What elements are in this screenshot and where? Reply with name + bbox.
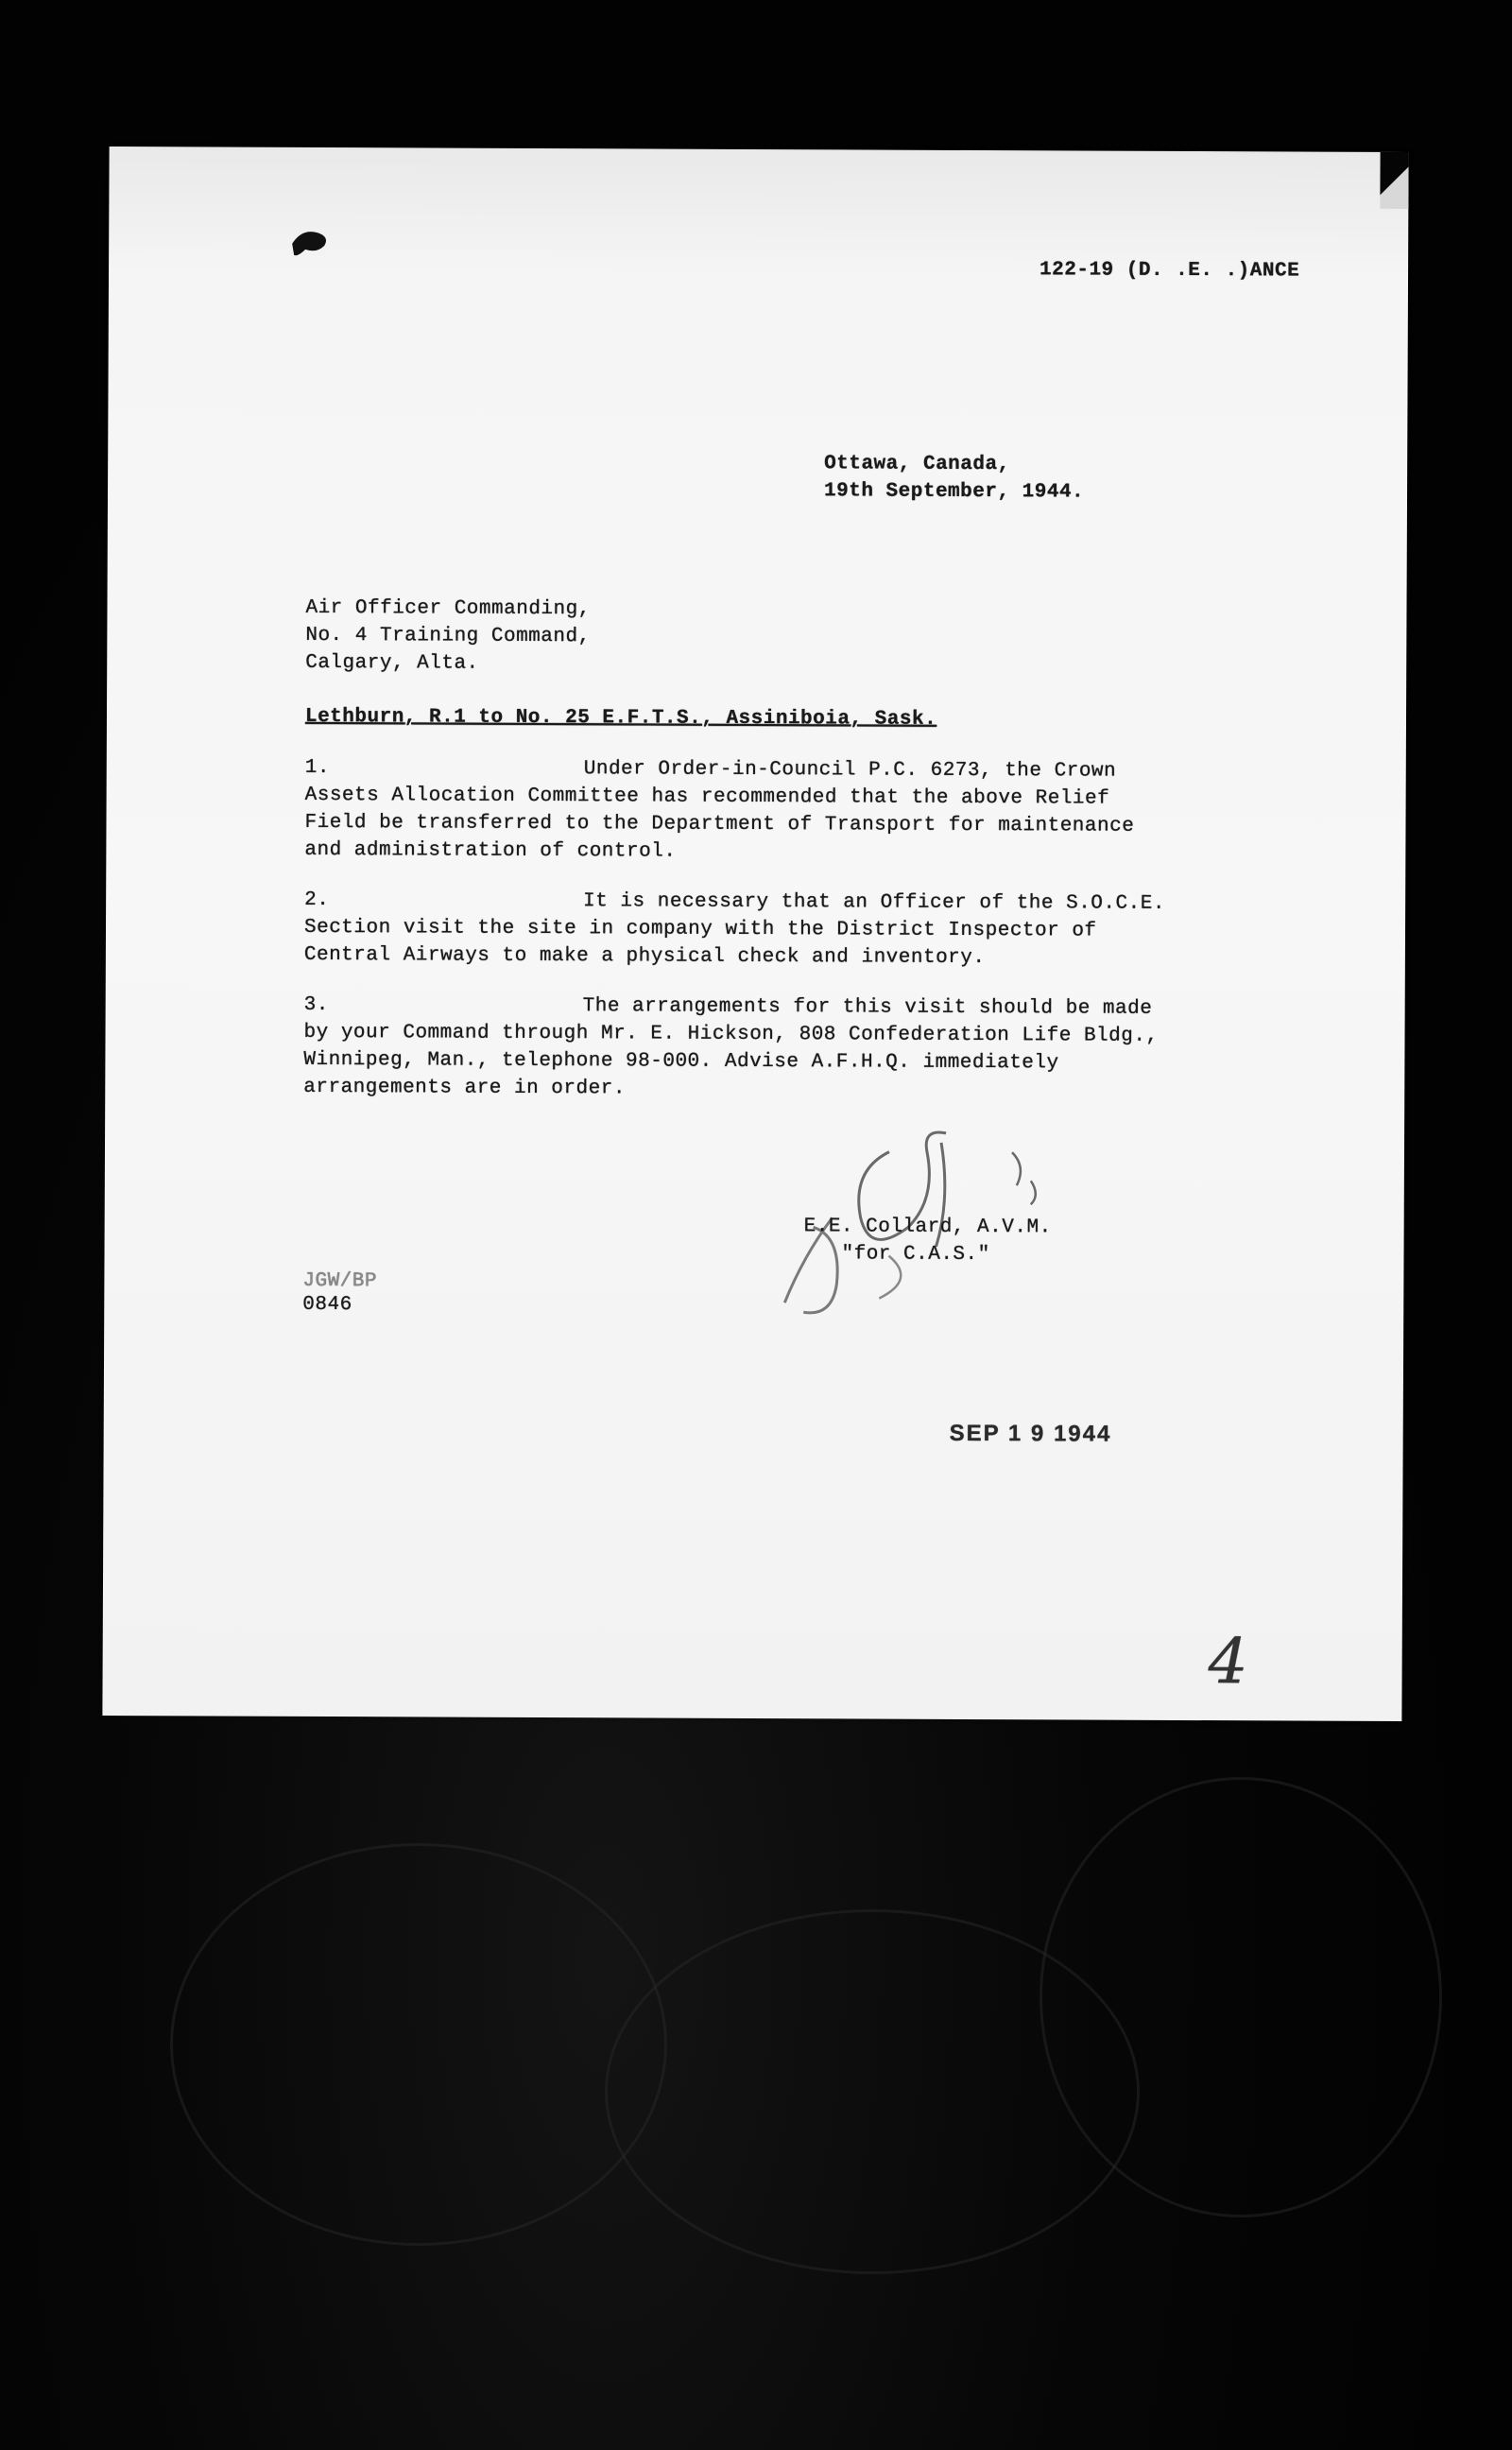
paragraph-line: Section visit the site in company with the District Inspector of bbox=[303, 916, 1097, 942]
paragraph-number: 2. bbox=[304, 889, 330, 912]
handwritten-page-number: 4 bbox=[1208, 1625, 1249, 1699]
subject-line: Lethburn, R.1 to No. 25 E.F.T.S., Assiniboia, Sask. bbox=[304, 705, 937, 731]
paragraph-line: Under Order-in-Council P.C. 6273, the Crown bbox=[583, 758, 1117, 783]
paragraph-line: Central Airways to make a physical check and inventory. bbox=[303, 943, 986, 970]
letter-page bbox=[102, 147, 1408, 1721]
addressee-line: Calgary, Alta. bbox=[305, 651, 479, 675]
file-reference: 122-19 (D. .E. .)ANCE bbox=[1040, 259, 1300, 283]
paragraph-line: Assets Allocation Committee has recommended that the above Relief bbox=[304, 784, 1110, 810]
paragraph-line: by your Command through Mr. E. Hickson, 808 Confederation Life Bldg., bbox=[303, 1021, 1159, 1047]
reference-number: 0846 bbox=[302, 1293, 352, 1317]
addressee-line: No. 4 Training Command, bbox=[305, 624, 591, 648]
paragraph-line: Winnipeg, Man., telephone 98-000. Advise A.F.H.Q. immediately bbox=[303, 1048, 1059, 1075]
paragraph-2 bbox=[304, 887, 1306, 974]
paragraph-1 bbox=[304, 754, 1306, 869]
paragraph-3 bbox=[303, 992, 1305, 1106]
addressee-line: Air Officer Commanding, bbox=[305, 596, 591, 621]
typist-initials: JGW/BP bbox=[302, 1269, 378, 1293]
paragraph-line: arrangements are in order. bbox=[303, 1076, 626, 1100]
signatory-capacity: "for C.A.S." bbox=[841, 1243, 990, 1267]
paragraph-line: Field be transferred to the Department of Transport for maintenance bbox=[304, 811, 1135, 837]
background-texture bbox=[1040, 1777, 1442, 2217]
letter-date: 19th September, 1944. bbox=[823, 480, 1085, 504]
page-corner bbox=[1380, 152, 1408, 209]
paragraph-line: It is necessary that an Officer of the S.O.C.E. bbox=[583, 890, 1165, 915]
received-date-stamp: SEP 1 9 1944 bbox=[949, 1420, 1112, 1447]
background-texture bbox=[170, 1843, 667, 2246]
signatory-name: E.E. Collard, A.V.M. bbox=[803, 1216, 1052, 1239]
paragraph-number: 3. bbox=[303, 993, 329, 1017]
paragraph-number: 1. bbox=[304, 756, 331, 780]
letter-place: Ottawa, Canada, bbox=[824, 453, 1010, 476]
ink-mark-icon bbox=[288, 223, 334, 261]
paragraph-line: The arrangements for this visit should be made bbox=[582, 995, 1153, 1020]
paragraph-line: and administration of control. bbox=[304, 838, 677, 863]
